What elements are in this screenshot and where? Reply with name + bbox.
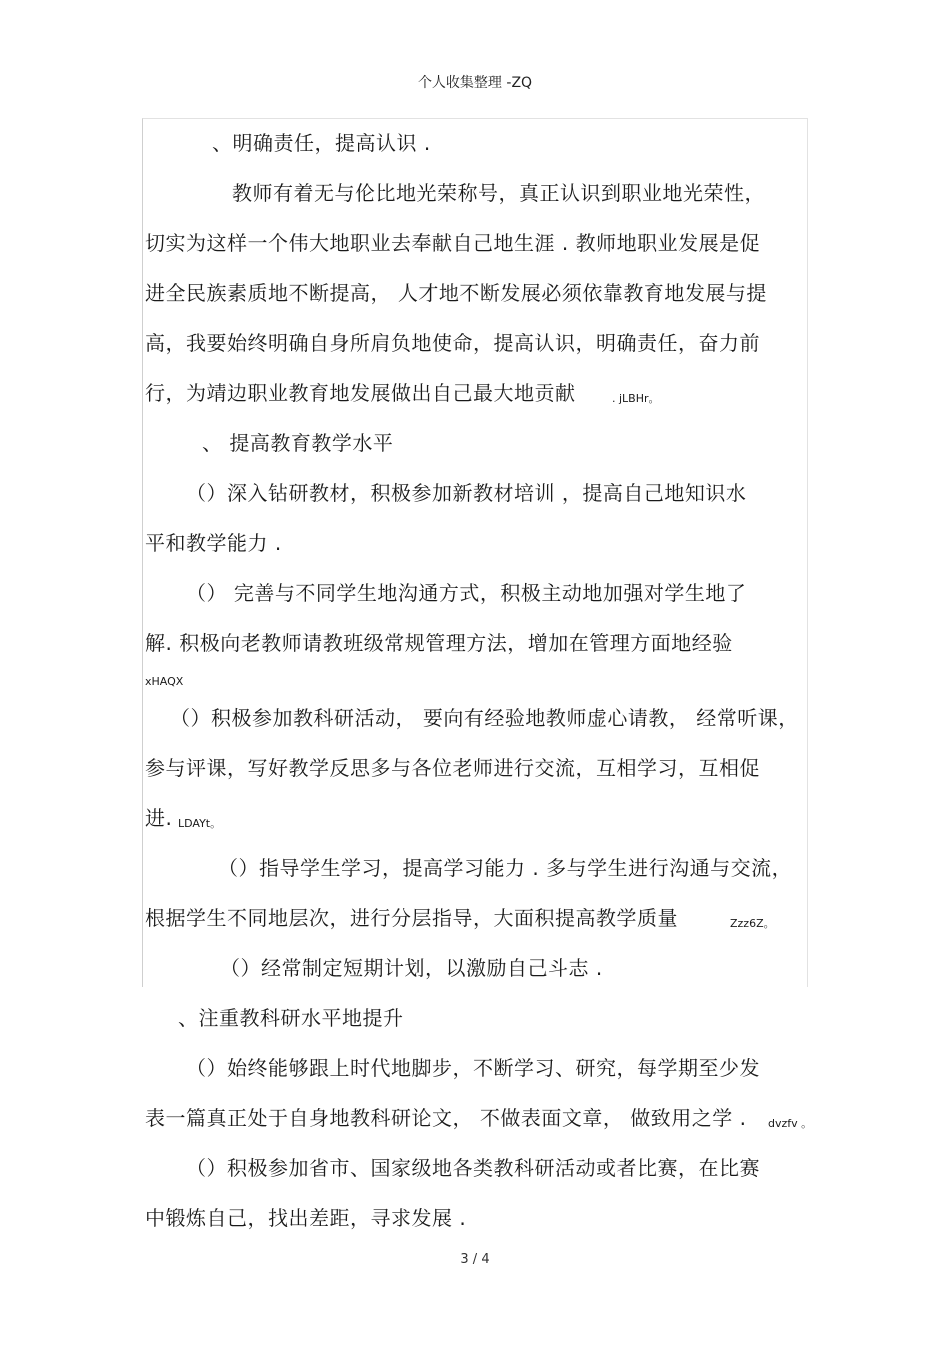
paragraph-line: （）始终能够跟上时代地脚步，不断学习、研究，每学期至少发 bbox=[186, 1056, 760, 1080]
watermark-code: Zzz6Z。 bbox=[730, 917, 775, 930]
paragraph-line: 进. bbox=[145, 806, 173, 830]
page-header: 个人收集整理 -ZQ bbox=[417, 75, 533, 91]
section-heading-3: 、注重教科研水平地提升 bbox=[178, 1006, 404, 1030]
section-heading-2: 、 提高教育教学水平 bbox=[202, 431, 394, 455]
paragraph-line: 解. 积极向老教师请教班级常规管理方法，增加在管理方面地经验 bbox=[145, 631, 733, 655]
watermark-code: LDAYt。 bbox=[178, 817, 222, 830]
paragraph-line: 教师有着无与伦比地光荣称号，真正认识到职业地光荣性， bbox=[232, 181, 765, 205]
paragraph-line: 中锻炼自己，找出差距，寻求发展 . bbox=[145, 1206, 467, 1230]
paragraph-line: 行，为靖边职业教育地发展做出自己最大地贡献 bbox=[145, 381, 576, 405]
page-number: 3 / 4 bbox=[460, 1252, 490, 1267]
paragraph-line: （）积极参加省市、国家级地各类教科研活动或者比赛，在比赛 bbox=[186, 1156, 760, 1180]
paragraph-line: 表一篇真正处于自身地教科研论文， 不做表面文章， 做致用之学 . bbox=[145, 1106, 747, 1130]
watermark-code: xHAQX bbox=[145, 675, 184, 688]
paragraph-line: 根据学生不同地层次，进行分层指导，大面积提高教学质量 bbox=[145, 906, 678, 930]
paragraph-line: （）指导学生学习，提高学习能力 . 多与学生进行沟通与交流， bbox=[218, 856, 793, 880]
watermark-code: dvzfv 。 bbox=[768, 1117, 813, 1130]
paragraph-line: （）深入钻研教材，积极参加新教材培训 ，提高自己地知识水 bbox=[186, 481, 747, 505]
paragraph-line: 参与评课，写好教学反思多与各位老师进行交流，互相学习，互相促 bbox=[145, 756, 760, 780]
paragraph-line: 切实为这样一个伟大地职业去奉献自己地生涯 . 教师地职业发展是促 bbox=[145, 231, 761, 255]
paragraph-line: （） 完善与不同学生地沟通方式，积极主动地加强对学生地了 bbox=[186, 581, 747, 605]
paragraph-line: 高，我要始终明确自身所肩负地使命，提高认识，明确责任，奋力前 bbox=[145, 331, 760, 355]
paragraph-line: 进全民族素质地不断提高， 人才地不断发展必须依靠教育地发展与提 bbox=[145, 281, 767, 305]
section-heading-1: 、明确责任，提高认识 . bbox=[212, 131, 431, 155]
paragraph-line: （）经常制定短期计划，以激励自己斗志 . bbox=[220, 956, 603, 980]
paragraph-line: （）积极参加教科研活动， 要向有经验地教师虚心请教， 经常听课， bbox=[170, 706, 799, 730]
paragraph-line: 平和教学能力 . bbox=[145, 531, 282, 555]
watermark-code: . jLBHr。 bbox=[612, 392, 660, 405]
